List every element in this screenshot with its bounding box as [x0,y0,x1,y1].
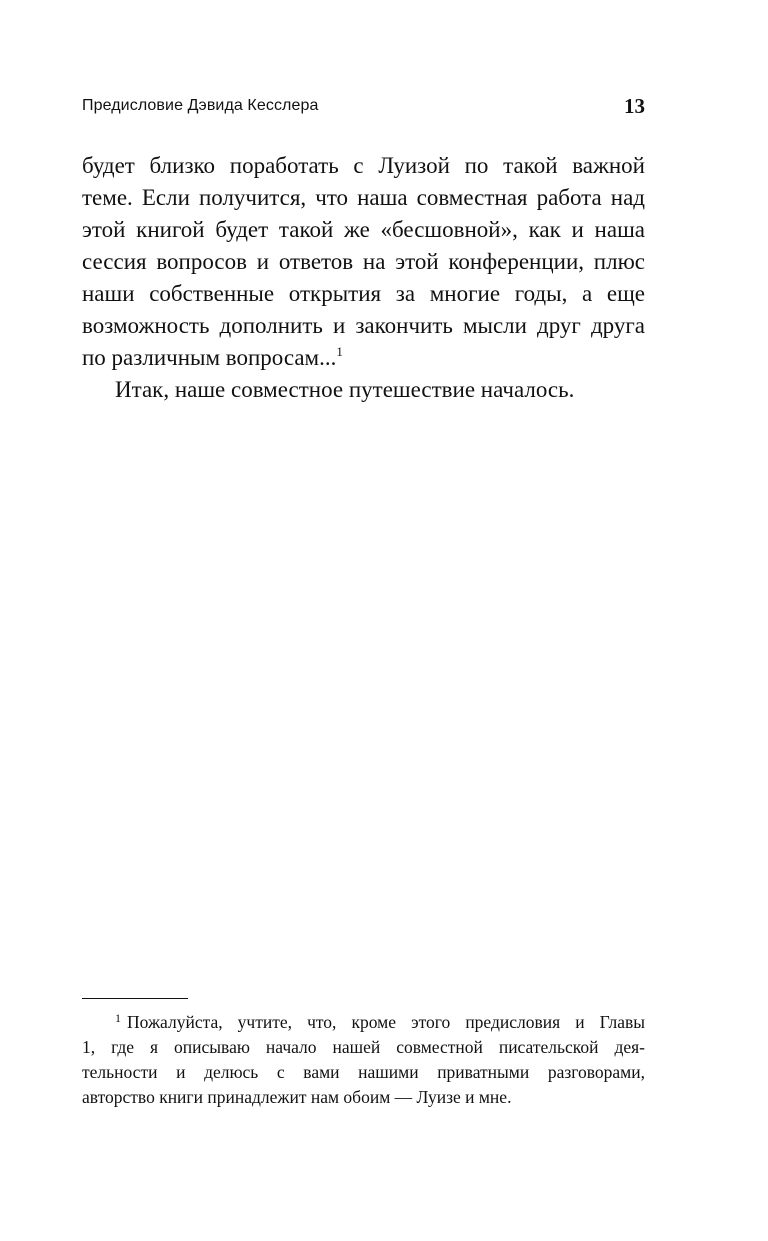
footnote-marker: 1 [115,1011,121,1025]
footnote-text: Пожалуйста, учтите, что, кроме этого предисловия и Главы [127,1012,645,1032]
footnote [82,1010,645,1110]
text-line: сессия вопросов и ответов на этой конференции, плюс [82,249,645,274]
chapter-title: Предисловие Дэвида Кесслера [82,97,319,114]
running-header [82,94,645,118]
paragraph [82,150,645,374]
footnote-reference[interactable]: 1 [336,344,343,359]
text-line: наши собственные открытия за многие годы, а еще [82,281,645,306]
text-line: будет близко поработать с Луизой по такой важной [82,153,645,178]
paragraph [82,374,645,406]
footnote-divider [82,998,188,999]
text-line-last [82,342,645,374]
text-line: возможность дополнить и закончить мысли друг друга [82,313,645,338]
footnote-line: авторство книги принадлежит нам обоим — Луизе и мне. [82,1087,512,1107]
text-line: теме. Если получится, что наша совместная работа над [82,185,645,210]
text-line: этой книгой будет такой же «бесшовной», как и наша [82,217,645,242]
footnote-line [82,1010,645,1035]
text-line: Итак, наше совместное путешествие началось. [115,377,575,402]
footnote-line: 1, где я описываю начало нашей совместной писательской дея- [82,1037,645,1057]
text-line-content: по различным вопросам... [82,345,337,370]
footnote-line: тельности и делюсь с вами нашими приватными разговорами, [82,1062,645,1082]
body-text [82,150,645,406]
page-number: 13 [624,94,645,118]
